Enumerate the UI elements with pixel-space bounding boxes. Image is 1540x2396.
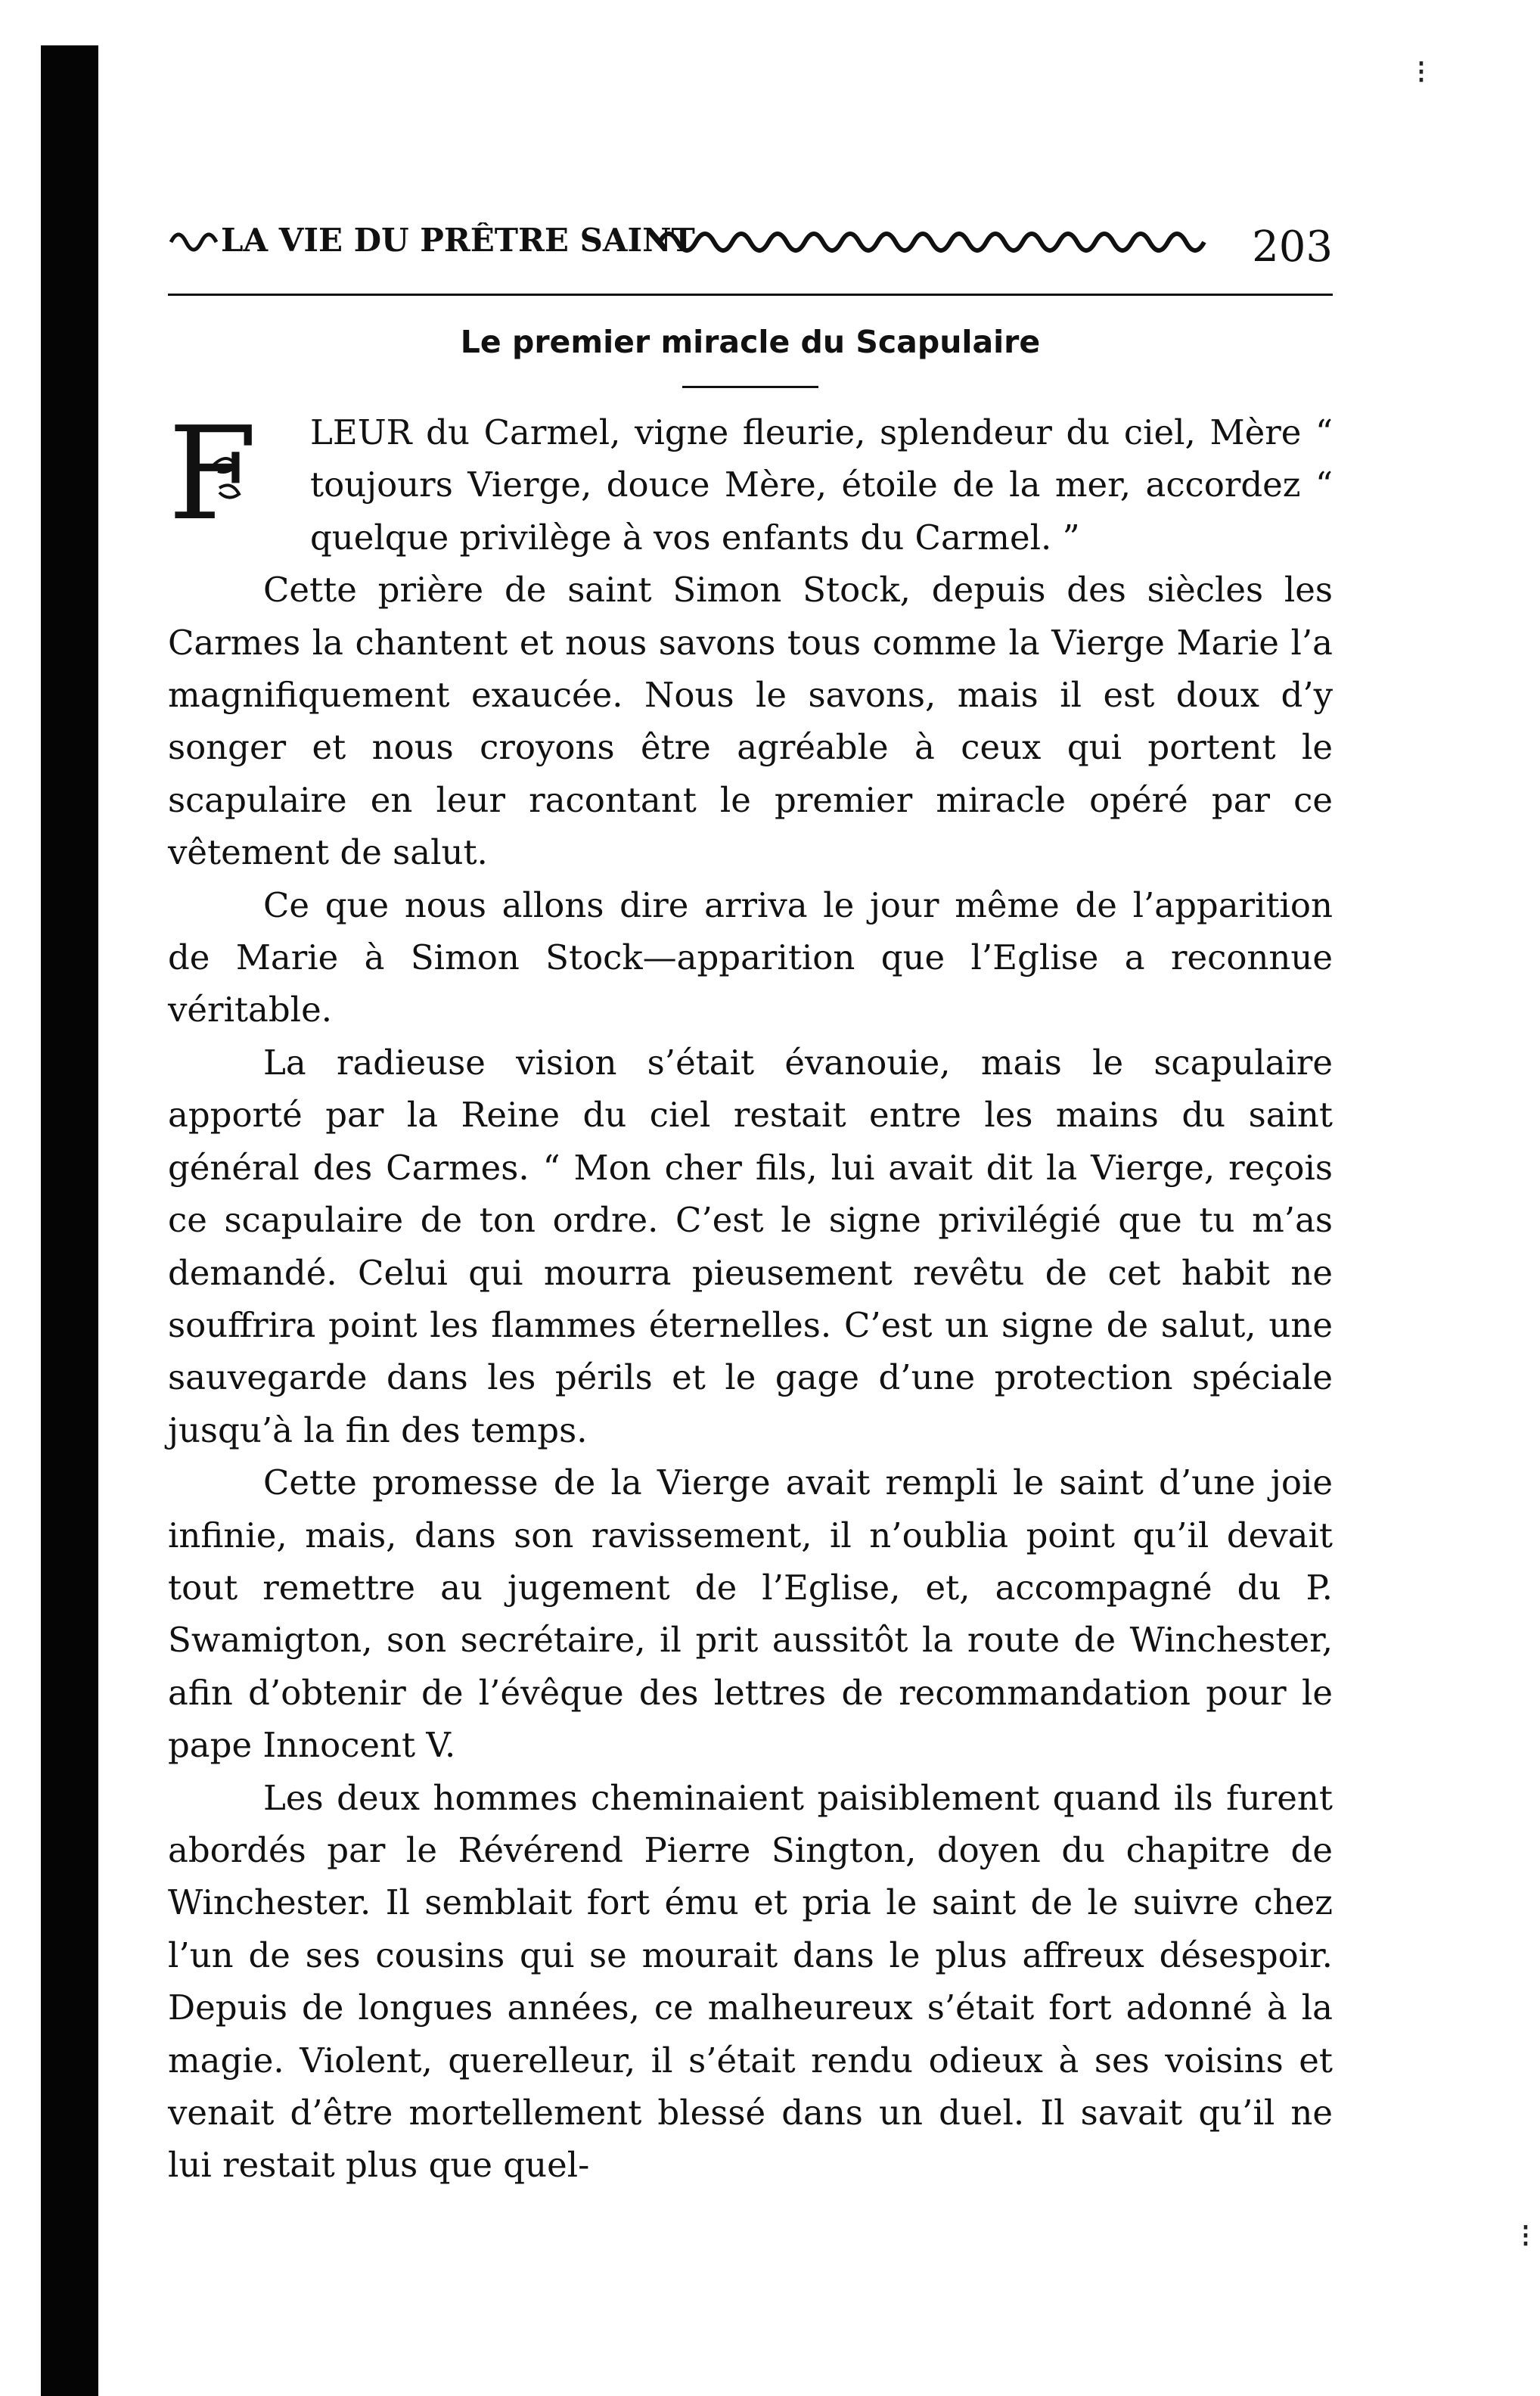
margin-mark-bottom: ⁝	[1520, 2217, 1531, 2255]
title-rule	[682, 386, 818, 388]
margin-mark-top: ⁝	[1416, 53, 1427, 92]
article-title: Le premier miracle du Scapulaire	[460, 324, 1041, 360]
paragraph-5: Cette promesse de la Vierge avait rempli le saint d’une joie infinie, mais, dans son ravissement, il n’oublia point qu’il devait tout remettre au jugement de l’Eglise, et, accompagné du P. Swamigton, son secrétaire, il prit aussitôt la route de Winchester, afin d’obtenir de l’évêque des lettres de recommandation pour le pape Innocent V.	[168, 1462, 1333, 1766]
book-page	[168, 204, 1333, 2192]
running-title-text: LA VIE DU PRÊTRE SAINT	[221, 222, 695, 259]
svg-text:F: F	[168, 412, 257, 541]
drop-cap-f-icon	[168, 412, 297, 541]
paragraph-6: Les deux hommes cheminaient paisiblement quand ils furent abordés par le Révérend Pierre Sington, doyen du chapitre de Winchester. Il semblait fort ému et pria le saint de le suivre chez l’un de ses cousins qui se mourait dans le plus affreux désespoir. Depuis de longues années, ce malheureux s’était fort adonné à la magie. Violent, querelleur, il s’était rendu odieux à ses voisins et venait d’être mortellement blessé dans un duel. Il savait qu’il ne lui restait plus que quel-	[168, 1777, 1333, 2186]
page-header	[168, 204, 1333, 295]
header-rule	[168, 294, 1333, 296]
drop-cap	[168, 412, 297, 541]
ornamental-running-head	[168, 222, 1227, 259]
binding-shadow	[41, 45, 98, 2396]
paragraph-3: Ce que nous allons dire arriva le jour même de l’apparition de Marie à Simon Stock—apparition que l’Eglise a reconnue véritable.	[168, 884, 1333, 1030]
paragraph-2: Cette prière de saint Simon Stock, depuis des siècles les Carmes la chantent et nous savons tous comme la Vierge Marie l’a magnifiquement exaucée. Nous le savons, mais il est doux d’y songer et nous croyons être agréable à ceux qui portent le scapulaire en leur racontant le premier miracle opéré par ce vêtement de salut.	[168, 570, 1333, 873]
paragraph-1	[168, 406, 1333, 564]
page-number: 203	[1252, 222, 1333, 272]
paragraph-1-text: LEUR du Carmel, vigne fleurie, splendeur du ciel, Mère “ toujours Vierge, douce Mère, étoile de la mer, accordez “ quelque privilège à vos enfants du Carmel. ”	[310, 412, 1333, 558]
paragraph-4: La radieuse vision s’était évanouie, mais le scapulaire apporté par la Reine du ciel restait entre les mains du saint général des Carmes. “ Mon cher fils, lui avait dit la Vierge, reçois ce scapulaire de ton ordre. C’est le signe privilégié que tu m’as demandé. Celui qui mourra pieusement revêtu de cet habit ne souffrira point les flammes éternelles. C’est un signe de salut, une sauvegarde dans les périls et le gage d’une protection spéciale jusqu’à la fin des temps.	[168, 1042, 1333, 1450]
article-body	[168, 406, 1333, 2192]
